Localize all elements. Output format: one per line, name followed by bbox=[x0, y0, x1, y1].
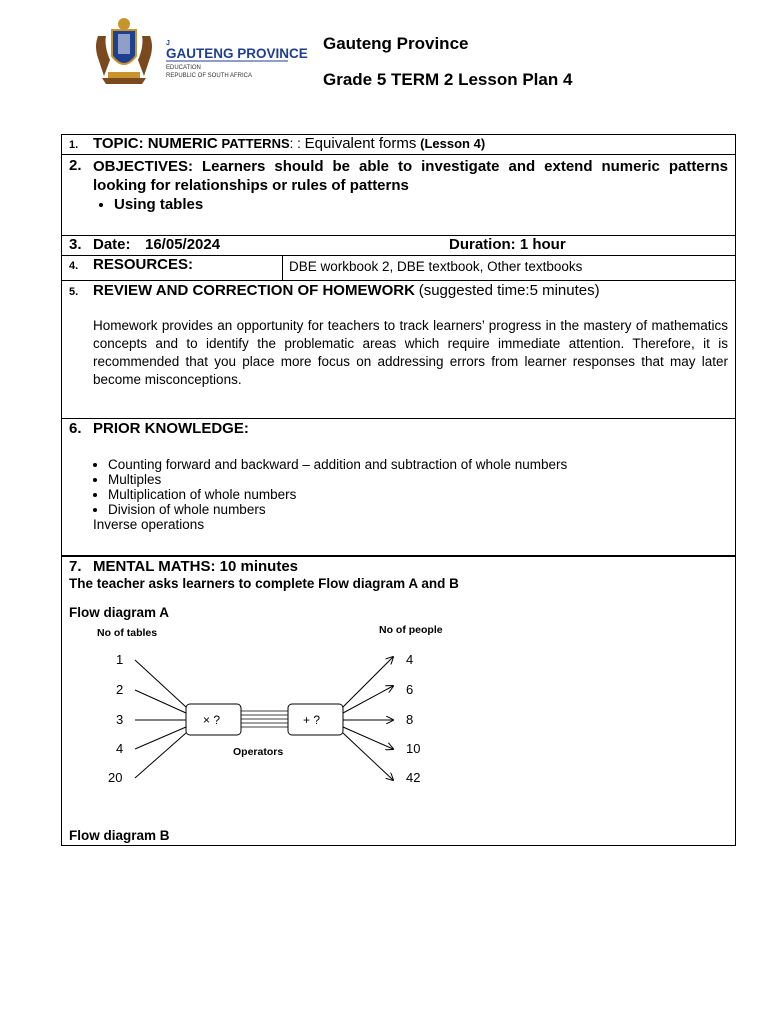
flow-diagram-a-svg bbox=[62, 620, 735, 820]
resources-number: 4. bbox=[69, 260, 79, 272]
prior-item: • Division of whole numbers bbox=[108, 502, 735, 517]
lesson-plan-table bbox=[61, 134, 736, 846]
mental-instruction: The teacher asks learners to complete Flow diagram A and B bbox=[69, 576, 459, 591]
topic-number: 1. bbox=[69, 139, 79, 151]
date-value: 16/05/2024 bbox=[145, 236, 221, 253]
topic-label2: PATTERNS bbox=[221, 136, 290, 151]
input-value: 2 bbox=[116, 682, 124, 697]
topic-label: TOPIC: NUMERIC bbox=[93, 135, 218, 152]
operators-label: Operators bbox=[233, 746, 284, 758]
resources-label: RESOURCES: bbox=[93, 256, 194, 273]
svg-text:GAUTENG PROVINCE: GAUTENG PROVINCE bbox=[166, 46, 308, 61]
review-row bbox=[62, 281, 736, 419]
gauteng-logo bbox=[88, 16, 308, 86]
resources-value: DBE workbook 2, DBE textbook, Other textbooks bbox=[289, 259, 583, 274]
mental-maths-row bbox=[62, 556, 736, 846]
connector-lines bbox=[241, 711, 288, 727]
mental-number: 7. bbox=[69, 558, 82, 575]
input-label: No of tables bbox=[97, 627, 158, 639]
objectives-number: 2. bbox=[69, 157, 82, 174]
flow-a-title: Flow diagram A bbox=[69, 605, 170, 620]
date-label: Date: bbox=[93, 236, 131, 253]
svg-text:EDUCATION: EDUCATION bbox=[166, 65, 201, 71]
input-value: 3 bbox=[116, 712, 124, 727]
input-value: 1 bbox=[116, 652, 124, 667]
output-arrow bbox=[343, 733, 393, 780]
mental-label: MENTAL MATHS: 10 minutes bbox=[93, 558, 299, 575]
input-value: 4 bbox=[116, 741, 124, 756]
review-number: 5. bbox=[69, 286, 79, 298]
objectives-text: OBJECTIVES: Learners should be able to investigate and extend numeric patterns looking for relationships or rules of patterns bbox=[93, 158, 728, 194]
header-title: Gauteng Province bbox=[323, 34, 469, 53]
svg-text:J: J bbox=[166, 40, 170, 47]
header bbox=[0, 0, 768, 130]
duration: Duration: 1 hour bbox=[449, 236, 566, 253]
output-value: 42 bbox=[406, 770, 421, 785]
svg-text:REPUBLIC OF SOUTH AFRICA: REPUBLIC OF SOUTH AFRICA bbox=[166, 73, 253, 79]
output-value: 4 bbox=[406, 652, 414, 667]
objectives-bullet: • Using tables bbox=[114, 195, 735, 214]
prior-number: 6. bbox=[69, 420, 82, 437]
output-label: No of people bbox=[379, 624, 443, 636]
date-row bbox=[62, 236, 736, 256]
lesson-plan-title: Grade 5 TERM 2 Lesson Plan 4 bbox=[323, 70, 573, 89]
objectives-row bbox=[62, 155, 736, 236]
output-value: 6 bbox=[406, 682, 414, 697]
prior-item: • Multiplication of whole numbers bbox=[108, 487, 735, 502]
crest-icon bbox=[96, 18, 152, 84]
input-value: 20 bbox=[108, 770, 123, 785]
review-body: Homework provides an opportunity for teachers to track learners’ progress in the mastery of mathematics concepts and to identify the problematic areas which require immediate attention. Therefore, it is recommended that you place more focus on addressing errors from learner responses that may later become misconceptions. bbox=[93, 318, 728, 387]
topic-row bbox=[62, 135, 736, 155]
flow-b-title: Flow diagram B bbox=[69, 828, 170, 843]
resources-row bbox=[62, 256, 736, 281]
operator-1: × ? bbox=[203, 713, 221, 727]
topic-separator: : : bbox=[289, 136, 301, 151]
prior-knowledge-row bbox=[62, 419, 736, 557]
prior-label: PRIOR KNOWLEDGE: bbox=[93, 420, 249, 437]
output-value: 8 bbox=[406, 712, 414, 727]
date-number: 3. bbox=[69, 236, 82, 253]
output-value: 10 bbox=[406, 741, 421, 756]
prior-item: • Counting forward and backward – addition and subtraction of whole numbers bbox=[108, 457, 735, 472]
flow-diagram-a bbox=[62, 620, 735, 840]
review-label: REVIEW AND CORRECTION OF HOMEWORK bbox=[93, 282, 415, 299]
prior-item: • Multiples bbox=[108, 472, 735, 487]
prior-extra: Inverse operations bbox=[93, 517, 205, 532]
topic-lesson: (Lesson 4) bbox=[420, 136, 486, 151]
review-time: (suggested time:5 minutes) bbox=[418, 282, 600, 299]
output-arrow bbox=[343, 727, 393, 749]
operator-2: + ? bbox=[303, 713, 321, 727]
topic-value: Equivalent forms bbox=[304, 135, 417, 152]
